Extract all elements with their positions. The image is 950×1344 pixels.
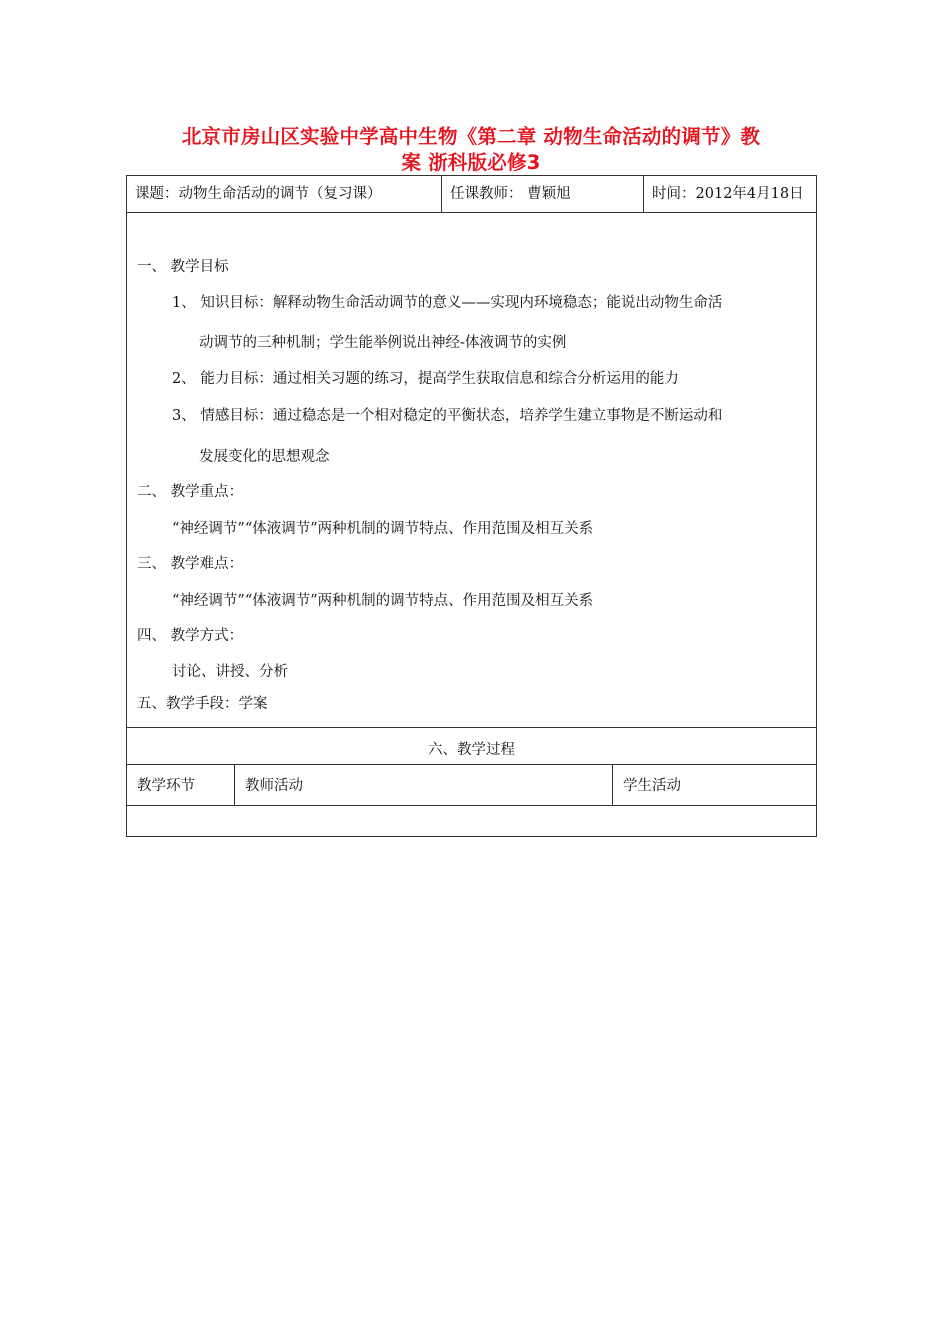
section-4-heading: 四、 教学方式： [137, 628, 244, 644]
section-5-text: 五、教学手段：学案 [137, 696, 268, 712]
body-row [127, 213, 817, 728]
column-student-activity-label: 学生活动 [623, 778, 681, 794]
lesson-plan-table [126, 175, 817, 837]
teacher-text: 任课教师： 曹颖旭 [450, 186, 571, 202]
topic-cell [127, 176, 442, 213]
topic-text: 课题：动物生命活动的调节（复习课） [135, 186, 382, 202]
column-teacher-activity-label: 教师活动 [245, 778, 303, 794]
process-columns-row [127, 765, 817, 806]
body-cell [127, 213, 817, 728]
column-teaching-stage-label: 教学环节 [137, 778, 195, 794]
title-line-2: 案 浙科版必修3 [401, 151, 541, 174]
section-2-text: “神经调节”“体液调节”两种机制的调节特点、作用范围及相互关系 [172, 521, 594, 537]
time-cell [644, 176, 817, 213]
section-1-item-2: 2、 能力目标：通过相关习题的练习，提高学生获取信息和综合分析运用的能力 [172, 371, 679, 387]
section-1-item-3-line-1: 3、 情感目标：通过稳态是一个相对稳定的平衡状态，培养学生建立事物是不断运动和 [172, 408, 723, 424]
section-1-item-1-line-2: 动调节的三种机制；学生能举例说出神经-体液调节的实例 [199, 335, 567, 351]
process-empty-row [127, 806, 817, 837]
section-1-item-1-line-1: 1、 知识目标：解释动物生命活动调节的意义——实现内环境稳态；能说出动物生命活 [172, 295, 723, 311]
section-1-item-3-line-2: 发展变化的思想观念 [199, 449, 330, 465]
document-title [126, 124, 816, 176]
section-1-heading: 一、 教学目标 [137, 259, 229, 275]
process-empty-cell [127, 806, 817, 837]
process-heading-cell [127, 728, 817, 765]
teacher-cell [442, 176, 644, 213]
time-text: 时间：2012年4月18日 [652, 186, 804, 202]
title-line-1: 北京市房山区实验中学高中生物《第二章 动物生命活动的调节》教 [181, 125, 761, 148]
section-3-text: “神经调节”“体液调节”两种机制的调节特点、作用范围及相互关系 [172, 593, 594, 609]
section-2-heading: 二、 教学重点： [137, 484, 244, 500]
section-3-heading: 三、 教学难点： [137, 556, 244, 572]
column-teacher-activity [235, 765, 613, 806]
header-row [127, 176, 817, 213]
column-student-activity [613, 765, 817, 806]
process-heading: 六、教学过程 [428, 742, 515, 758]
process-heading-row [127, 728, 817, 765]
column-teaching-stage [127, 765, 235, 806]
section-4-text: 讨论、讲授、分析 [172, 664, 288, 680]
